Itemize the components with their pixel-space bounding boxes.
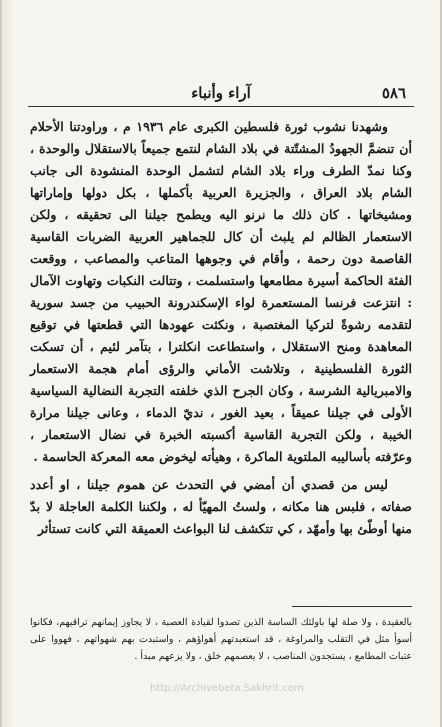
- watermark-url: http://Archivebeta.Sakhrit.com: [150, 683, 304, 694]
- footnotes: [30, 614, 412, 665]
- paragraph-2: ليس من قصدي أن أمضي في التحدث عن هموم جيلنا ، او أعدد صفاته ، فلبس هنا مكانه ، ولستُ المهيّأ له ، ولكننا الكلمة العاجلة لا بدّ منها أوطّئ بها وأمهّد ، كي تتكشف لنا البواعث العميقة التي كانت تستأثر: [30, 477, 412, 536]
- footnote-text: بالعقيدة ، ولا صلة لها باولئك الساسة الذين تصدوا لقيادة العصبة ، لا يجاوز إيمانهم تراقيهم، فكانوا أسوأ مثل في التقلب والمراوغة ، قد استعبدتهم أهواؤهم ، واستبدت بهم شهواتهم ، فهووا على عتبات المطامع ، يستجدون المناصب ، لا يعصمهم خلق ، ولا يزعهم مبدأ .: [30, 617, 412, 662]
- page-left-edge: [0, 0, 2, 727]
- footnote-divider: [292, 606, 412, 607]
- page-header: [28, 84, 414, 107]
- page-number: ٥٨٦: [381, 84, 406, 102]
- paragraph-1: وشهدنا نشوب ثورة فلسطين الكبرى عام ١٩٣٦ م ، وراودتنا الأحلام أن تنضمَّ الجهودُ المشتّتة في بلاد الشام لنتمع جميعاً بالاستقلال والوحدة ، وكنا نمدّ الطرف وراء بلاد الشام لتشمل الوحدة المنشودة الى جانب الشام بلاد العراق ، والجزيرة العربية بأكملها ، بكل دولها وإماراتها ومشيخاتها . كان ذلك ما نرنو اليه ويطمح جيلنا الى تحقيقه ، ولكن الاستعمار الظالم لم يلبث أن كال للجماهير العربية الضربات القاسية القاصمة دون رحمة ، وأقام في وجوهها المتاعب والمصاعب ، ووقعت الفئة الحاكمة أسيرة مطامعها واستسلمت ، وتتالت النكبات وتهاوت الآمال : انتزعت فرنسا المستعمرة لواء الإسكندرونة الحبيب من جسد سورية لتقدمه رشوةً لتركيا المغتصبة ، ونكثت عهودها التي قطعتها في توقيع المعاهدة ومنح الاستقلال ، واستطاعت انكلترا ، بتآمر لئيم ، أن تسكت الثورة الفلسطينية ، وتلاشت الأماني والرؤى أمام هجمة الاستعمار والامبريالية الشرسة ، وكان الجرح الذي خلفته التجربة النضالية السياسية الأولى في جيلنا عميقاً ، بعيد الغور ، نديّ الدماء ، وعانى جيلنا مرارة الخيبة ، ولكن التجربة القاسية أكسبته الخبرة في نضال الاستعمار ، وعرّفته بأساليبه الملتوية الماكرة ، وهيأته ليخوض معه المعركة الحاسمة .: [30, 119, 412, 464]
- body-text: [30, 116, 412, 540]
- running-title: آراء وأنباء: [191, 84, 251, 102]
